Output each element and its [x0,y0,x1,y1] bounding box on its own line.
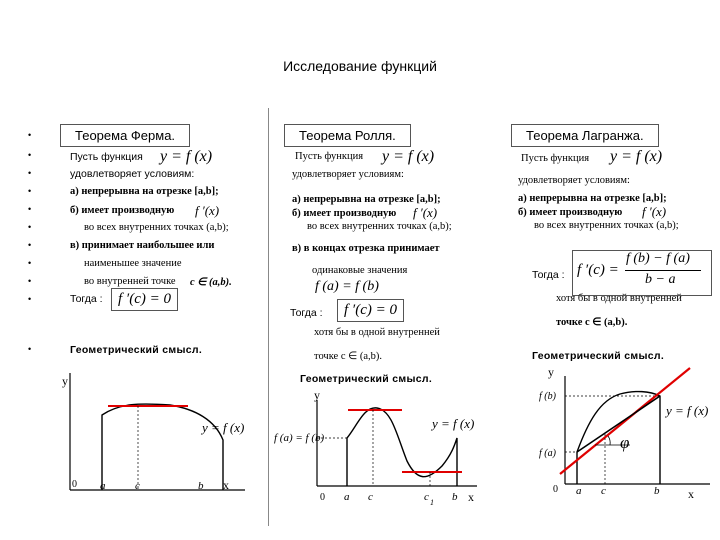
fermat-a: a [100,480,106,492]
lagrange-line-8: точке c ∈ (a,b). [556,317,628,328]
bullet: • [28,258,32,268]
bullet: • [28,186,32,196]
rolle-c1-sub: 1 [430,498,434,507]
bullet: • [28,276,32,286]
lagrange-tangent [560,368,690,474]
fermat-c: c [135,480,140,492]
fermat-line-7: наименьшее значение [84,258,182,269]
fermat-line-3: а) непрерывна на отрезке [a,b]; [70,186,219,197]
fermat-geom: Геометрический смысл. [70,344,203,356]
rolle-y-label: y [314,388,320,402]
lagrange-fb: f (b) [539,391,556,402]
rolle-graph [272,386,502,511]
fermat-line-8: во внутренней точке [84,276,176,287]
rolle-heading: Теорема Ролля. [284,124,411,147]
rolle-line-9: хотя бы в одной внутренней [314,327,440,338]
fermat-point: c ∈ (a,b). [190,277,232,288]
rolle-line-6: в) в концах отрезка принимает [292,243,440,254]
rolle-curve-label: y = f (x) [432,416,475,431]
rolle-zero: 0 [320,492,325,503]
lagrange-func: y = f (x) [610,148,663,165]
bullet: • [28,240,32,250]
rolle-line-7: одинаковые значения [312,265,408,276]
fermat-x-label: x [223,478,229,492]
lagrange-heading: Теорема Лагранжа. [511,124,659,147]
page-title: Исследование функций [283,58,437,74]
fermat-func: y = f (x) [160,148,213,165]
rolle-geom: Геометрический смысл. [300,373,433,385]
bullet: • [28,150,32,160]
fraction-bar [625,270,701,271]
lagrange-line-4: б) имеет производную [518,207,623,218]
rolle-func: y = f (x) [382,148,435,165]
lagrange-curve [577,392,660,484]
rolle-a: a [344,491,350,503]
rolle-result: f ′(c) = 0 [337,299,404,322]
lagrange-a: a [576,485,582,497]
lagrange-y-label: y [548,365,554,379]
fermat-line-2: удовлетворяет условиям: [70,168,195,180]
rolle-line-5: во всех внутренних точках (a,b); [307,221,452,232]
rolle-x-label: x [468,490,474,504]
bullet: • [28,344,32,354]
bullet: • [28,130,32,140]
rolle-line-8: Тогда : [290,307,323,319]
lagrange-phi: φ [620,433,630,452]
fermat-line-5: во всех внутренних точках (a,b); [84,222,229,233]
lagrange-angle-arc [608,436,610,445]
fermat-curve-label: y = f (x) [202,420,245,435]
rolle-line-3: а) непрерывна на отрезке [a,b]; [292,194,441,205]
lagrange-b: b [654,485,660,497]
lagrange-line-6: Тогда : [532,269,565,281]
fermat-graph [40,365,260,505]
rolle-line-4: б) имеет производную [292,208,397,219]
bullet: • [28,204,32,214]
lagrange-graph [520,362,720,502]
rolle-deriv: f ′(x) [413,205,438,220]
lagrange-zero: 0 [553,484,558,495]
fermat-result: f ′(c) = 0 [111,288,178,311]
lagrange-line-3: а) непрерывна на отрезке [a,b]; [518,193,667,204]
bullet: • [28,222,32,232]
fermat-line-9: Тогда : [70,293,103,305]
bullet: • [28,168,32,178]
lagrange-result-den: b − a [645,272,676,287]
lagrange-result [572,250,712,296]
lagrange-fa: f (a) [539,448,556,459]
rolle-c1: c [424,491,429,503]
fermat-curve [102,404,223,490]
lagrange-result-left: f ′(c) = [577,262,619,278]
fermat-heading: Теорема Ферма. [60,124,190,147]
bullet: • [28,294,32,304]
lagrange-line-7: хотя бы в одной внутренней [556,293,682,304]
lagrange-line-1: Пусть функция [521,153,590,164]
lagrange-line-2: удовлетворяет условиям: [518,175,630,186]
lagrange-deriv: f ′(x) [642,204,667,219]
rolle-line-2: удовлетворяет условиям: [292,169,404,180]
fermat-y-label: y [62,374,68,388]
lagrange-curve-label: y = f (x) [666,403,709,418]
rolle-b: b [452,491,458,503]
rolle-line-1: Пусть функция [295,151,364,162]
lagrange-result-num: f (b) − f (a) [626,251,690,266]
rolle-line-10: точке c ∈ (a,b). [314,351,383,362]
fermat-line-6: в) принимает наибольшее или [70,240,215,251]
column-divider [268,108,269,526]
lagrange-x-label: x [688,487,694,501]
lagrange-geom: Геометрический смысл. [532,350,665,362]
rolle-equal: f (a) = f (b) [315,279,379,294]
fermat-line-4: б) имеет производную [70,205,175,216]
rolle-c: c [368,491,373,503]
lagrange-line-5: во всех внутренних точках (a,b); [534,220,679,231]
fermat-b: b [198,480,204,492]
fermat-deriv: f ′(x) [195,203,220,218]
fermat-zero: 0 [72,479,77,490]
lagrange-c: c [601,485,606,497]
rolle-fafb: f (a) = f (b) [274,432,325,444]
fermat-line-1: Пусть функция [70,151,143,163]
